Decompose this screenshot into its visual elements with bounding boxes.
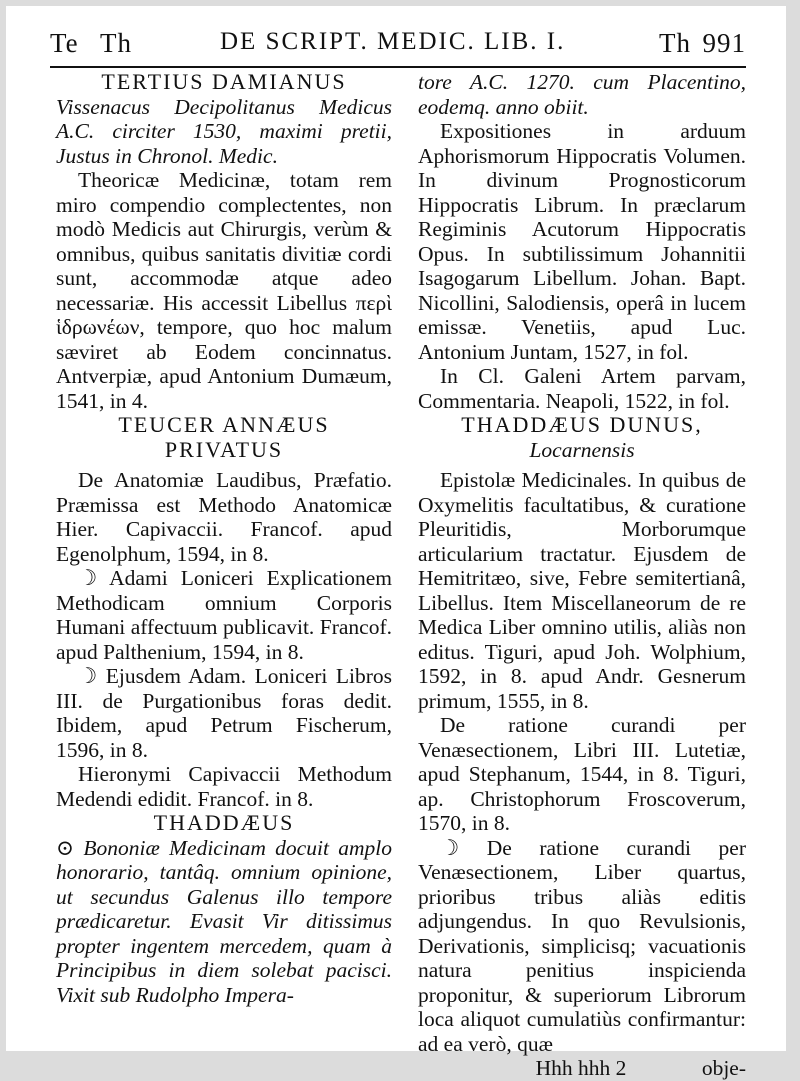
book-page bbox=[6, 6, 786, 1080]
entry-paragraph: Expositiones in arduum Aphorismorum Hippocratis Volumen. In divinum Prognosticorum Hippocratis Librum. In præclarum Regiminis Acutorum Hippocratis Opus. In subtilissimum Johannitii Isagogarum Libellum. Johan. Bapt. Nicollini, Salodiensis, operâ in lucem emissæ. Venetiis, apud Luc. Antonium Juntam, 1527, in fol. bbox=[418, 119, 746, 364]
header-left-index-2: Th bbox=[100, 28, 132, 58]
entry-subheading: Locarnensis bbox=[529, 437, 635, 462]
entry-paragraph: De Anatomiæ Laudibus, Præfatio. Præmissa est Methodo Anatomicæ Hier. Capivaccii. Francof. apud Egenolphum, 1594, in 8. bbox=[56, 468, 392, 566]
entry-paragraph: De ratione curandi per Venæsectionem, Libri III. Lutetiæ, apud Stephanum, 1544, in 8. Tiguri, ap. Christophorum Froscoverum, 1570, in 8. bbox=[418, 713, 746, 835]
header-title: DE SCRIPT. MEDIC. LIB. I. bbox=[220, 28, 566, 55]
entry-paragraph: Theoricæ Medicinæ, totam rem miro compendio complectentes, non modò Medicis aut Chirurgis, verùm & omnibus, quibus sanitatis divitiæ cordi sunt, accommodæ atque adeo necessariæ. His accessit Libellus περὶ ἱδρωνέων, tempore, quo hoc malum sæviret ab Eodem concinnatus. Antverpiæ, apud Antonium Dumæum, 1541, in 4. bbox=[56, 168, 392, 413]
running-header bbox=[50, 28, 746, 62]
entry-note-continued: tore A.C. 1270. cum Placentino, eodemq. anno obiit. bbox=[418, 70, 746, 119]
signature-mark: Hhh hhh 2 bbox=[535, 1056, 627, 1080]
entry-paragraph: ☽ Adami Loniceri Explicationem Methodicam omnium Corporis Humani affectuum publicavit. Francof. apud Palthenium, 1594, in 8. bbox=[56, 566, 392, 664]
right-column bbox=[418, 70, 746, 1081]
entry-note: Vissenacus Decipolitanus Medicus A.C. circiter 1530, maximi pretii, Justus in Chronol. Medic. bbox=[56, 94, 392, 168]
entry-paragraph: Epistolæ Medicinales. In quibus de Oxymelitis facultatibus, & curatione Pleuritidis, Morborumque articularium tractatur. Ejusdem de Hemitritæo, sive, Febre semitertianâ, Libellus. Item Miscellaneorum de re Medica Liber omnino utilis, aliàs non editus. Tiguri, apud Joh. Wolphium, 1592, in 8. apud Andr. Gesnerum primum, 1555, in 8. bbox=[418, 468, 746, 713]
entry-paragraph: In Cl. Galeni Artem parvam, Commentaria. Neapoli, 1522, in fol. bbox=[418, 364, 746, 413]
entry-heading-thaddaeus-dunus: THADDÆUS DUNUS, bbox=[461, 412, 703, 437]
header-rule bbox=[50, 66, 746, 68]
entry-heading-teucer-line-1: TEUCER ANNÆUS bbox=[118, 412, 330, 437]
entry-heading-thaddaeus: THADDÆUS bbox=[153, 810, 295, 835]
page-number: 991 bbox=[702, 28, 746, 58]
entry-paragraph: ☽ Ejusdem Adam. Loniceri Libros III. de Purgationibus foras dedit. Ibidem, apud Petrum Fischerum, 1596, in 8. bbox=[56, 664, 392, 762]
left-column bbox=[56, 70, 392, 1007]
entry-note: ⊙ Bononiæ Medicinam docuit amplo honorario, tantâq. omnium opinione, ut secundus Galenus illo tempore prædicaretur. Evasit Vir ditissimus propter ingentem mercedem, quam à Principibus in diem solebat pacisci. Vixit sub Rudolpho Impera- bbox=[56, 835, 392, 1007]
entry-paragraph: Hieronymi Capivaccii Methodum Medendi edidit. Francof. in 8. bbox=[56, 762, 392, 811]
entry-heading-teucer-line-2: PRIVATUS bbox=[164, 436, 284, 462]
catchword: obje- bbox=[701, 1056, 746, 1080]
header-right-index: Th bbox=[659, 28, 691, 58]
entry-heading-tertius-damianus: TERTIUS DAMIANUS bbox=[101, 69, 347, 94]
header-left-index-1: Te bbox=[50, 28, 79, 58]
entry-paragraph: ☽ De ratione curandi per Venæsectionem, Liber quartus, prioribus tribus aliàs editis adjungendus. In quo Revulsionis, Derivationis, simplicisq; vacuationis natura penitius inspicienda proponitur, & superiorum Librorum loca aliquot cumulatiùs confirmantur: ad ea verò, quæ bbox=[418, 835, 746, 1056]
page-footer bbox=[418, 1056, 746, 1081]
